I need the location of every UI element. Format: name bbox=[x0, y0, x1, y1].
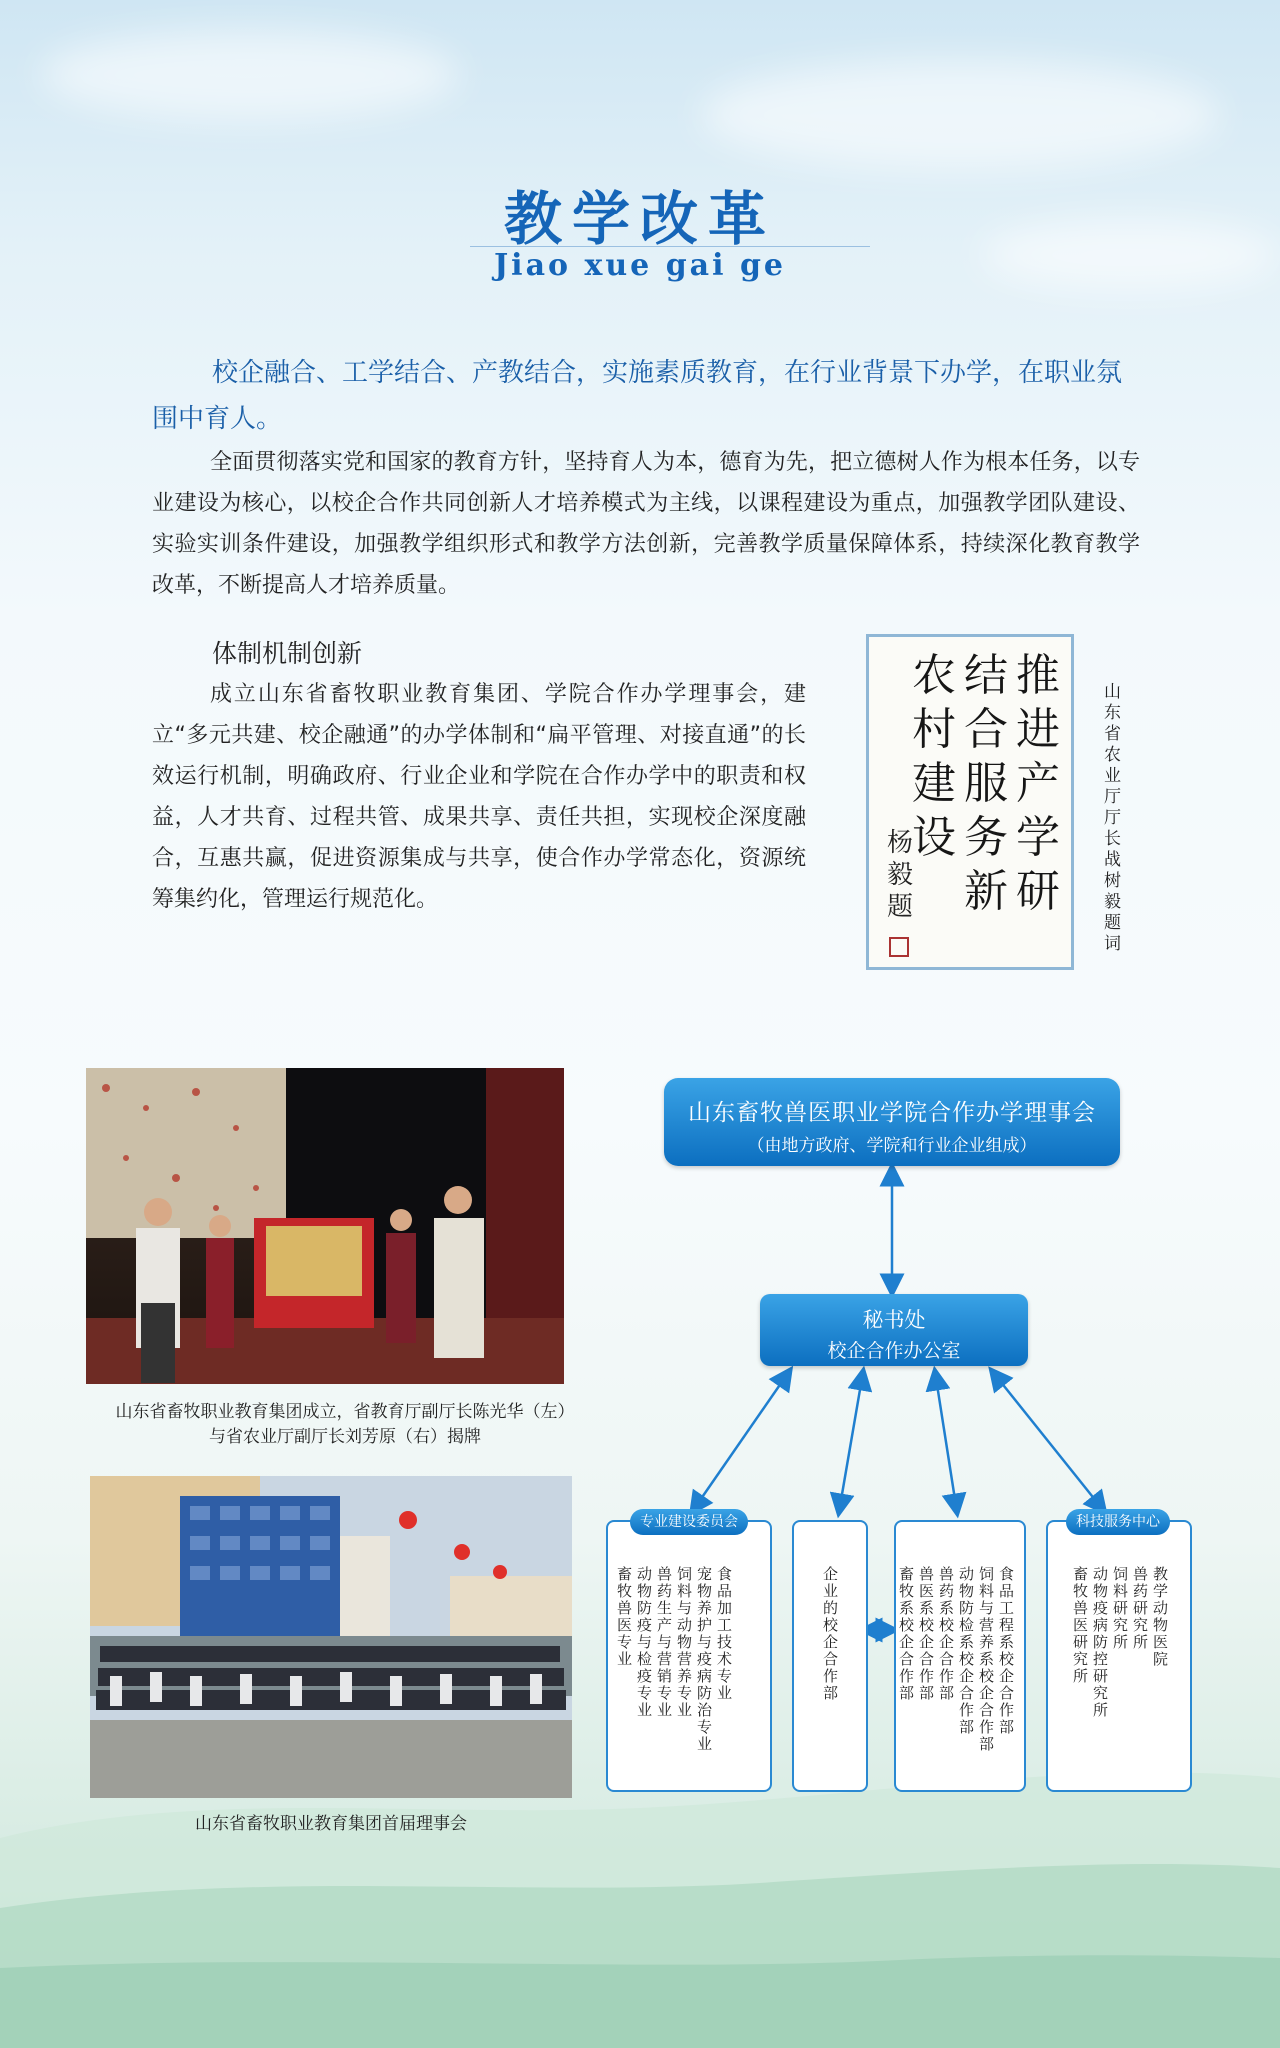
council-board-node bbox=[664, 1078, 1120, 1166]
org-item: 兽药研究所 bbox=[1132, 1565, 1148, 1651]
org-item: 兽医系校企合作部 bbox=[918, 1565, 934, 1702]
council-board-title: 山东畜牧兽医职业学院合作办学理事会 bbox=[688, 1100, 1096, 1126]
org-item: 教学动物医院 bbox=[1152, 1565, 1168, 1668]
org-item: 畜牧兽医专业 bbox=[616, 1565, 632, 1668]
org-box-tech-service-center bbox=[1046, 1514, 1192, 1792]
org-item: 动物疫病防控研究所 bbox=[1092, 1565, 1108, 1719]
org-item: 宠物养护与疫病防治专业 bbox=[696, 1565, 712, 1753]
org-item: 企业的校企合作部 bbox=[822, 1565, 838, 1702]
org-item: 动物防检系校企合作部 bbox=[958, 1565, 974, 1736]
calligraphy-signature: 杨毅题 bbox=[887, 828, 914, 922]
org-box-items bbox=[1071, 1566, 1170, 1719]
photo-caption: 山东省畜牧职业教育集团首届理事会 bbox=[195, 1814, 467, 1834]
org-item: 畜牧系校企合作部 bbox=[898, 1565, 914, 1702]
mechanism-heading: 体制机制创新 bbox=[212, 639, 363, 668]
calligraphy-caption: 山东省农业厅厅长战树毅题词 bbox=[1104, 682, 1121, 954]
org-item: 饲料与营养系校企合作部 bbox=[978, 1565, 994, 1753]
secretariat-title: 秘书处 bbox=[862, 1308, 926, 1332]
calligraphy-column: 推进产学研 bbox=[1016, 650, 1060, 917]
page-title: 教学改革 bbox=[503, 185, 776, 253]
org-item: 食品加工技术专业 bbox=[716, 1565, 732, 1702]
org-item: 饲料与动物营养专业 bbox=[676, 1565, 692, 1719]
org-item: 兽药系校企合作部 bbox=[938, 1565, 954, 1702]
org-box-items bbox=[615, 1566, 734, 1753]
mechanism-body: 成立山东省畜牧职业教育集团、学院合作办学理事会，建立“多元共建、校企融通”的办学体制和“扁平管理、对接直通”的长效运行机制，明确政府、行业企业和学院在合作办学中的职责和权益，人才共育、过程共管、成果共享、责任共担，实现校企深度融合，互惠共赢，促进资源集成与共享，使合作办学常态化，资源统筹集约化，管理运行规范化。 bbox=[152, 682, 806, 912]
org-box-program-committee bbox=[606, 1514, 772, 1792]
org-box-items bbox=[821, 1566, 840, 1702]
secretariat-subtitle: 校企合作办公室 bbox=[827, 1340, 961, 1362]
org-box-items bbox=[897, 1566, 1016, 1753]
org-item: 食品工程系校企合作部 bbox=[998, 1565, 1014, 1736]
org-box-enterprise bbox=[792, 1520, 868, 1792]
intro-lead: 校企融合、工学结合、产教结合，实施素质教育，在行业背景下办学，在职业氛围中育人。 bbox=[152, 358, 1123, 434]
org-item: 畜牧兽医研究所 bbox=[1072, 1565, 1088, 1685]
calligraphy-column: 结合服务新 bbox=[964, 650, 1008, 917]
calligraphy-column: 农村建设 bbox=[912, 650, 956, 863]
org-box-department-units bbox=[894, 1520, 1026, 1792]
photo-caption: 山东省畜牧职业教育集团成立，省教育厅副厅长陈光华（左）与省农业厅副厅长刘芳原（右）揭牌 bbox=[115, 1402, 575, 1447]
secretariat-node bbox=[760, 1294, 1028, 1366]
org-box-header: 专业建设委员会 bbox=[630, 1509, 748, 1535]
council-board-subtitle: （由地方政府、学院和行业企业组成） bbox=[747, 1136, 1037, 1156]
page-title-pinyin: Jiao xue gai ge bbox=[493, 248, 787, 283]
org-item: 兽药生产与营销专业 bbox=[656, 1565, 672, 1719]
intro-body: 全面贯彻落实党和国家的教育方针，坚持育人为本，德育为先，把立德树人作为根本任务，以专业建设为核心，以校企合作共同创新人才培养模式为主线，以课程建设为重点，加强教学团队建设、实验实训条件建设，加强教学组织形式和教学方法创新，完善教学质量保障体系，持续深化教育教学改革，不断提高人才培养质量。 bbox=[152, 450, 1140, 598]
org-item: 动物防疫与检疫专业 bbox=[636, 1565, 652, 1719]
org-box-header: 科技服务中心 bbox=[1066, 1509, 1170, 1535]
org-item: 饲料研究所 bbox=[1112, 1565, 1128, 1651]
